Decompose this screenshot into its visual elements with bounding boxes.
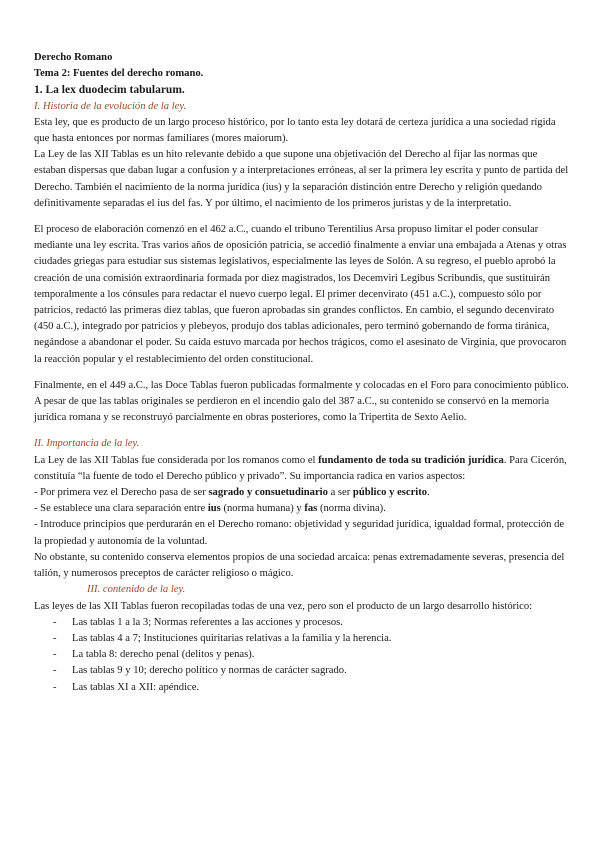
bold-text: fundamento de toda su tradición jurídica <box>318 454 504 466</box>
bold-text: sagrado y consuetudinario <box>208 487 328 499</box>
course-title: Derecho Romano <box>34 52 113 63</box>
list-line: - Introduce principios que perdurarán en el Derecho romano: objetividad y seguridad jurídica, igualdad formal, protección de la propiedad y autonomía de la voluntad. <box>34 519 565 547</box>
bold-text: público y escrito <box>352 487 428 499</box>
paragraph: Esta ley, que es producto de un largo proceso histórico, por lo tanto esta ley dotará de certeza jurídica a una sociedad rígida que hasta entonces por normas familiares (mores maiorum). <box>34 116 556 145</box>
list-item: - Las tablas 9 y 10; derecho político y normas de carácter sagrado. <box>34 663 570 679</box>
subsection-heading-importance: II. Importancia de la ley. <box>34 438 140 450</box>
paragraph: La Ley de las XII Tablas fue considerada por los romanos como el fundamento de toda su tradición jurídica. Para Cicerón, constituía “la fuente de todo el Derecho público y privado”. Su importancia radica en varios aspectos: <box>34 454 567 482</box>
paragraph: No obstante, su contenido conserva elementos propios de una sociedad arcaica: penas extremadamente severas, presencia del talión, y numerosos preceptos de carácter religioso o mágico. <box>34 551 565 580</box>
paragraph: Finalmente, en el 449 a.C., las Doce Tablas fueron publicadas formalmente y colocadas en el Foro para conocimiento público. A pesar de que las tablas originales se perdieron en el incendio galo del 387 a.C., su contenido se conservó en la memoria jurídica romana y se reconstruyó parcialmente en obras posteriores, como la Tripertita de Sexto Aelio. <box>34 379 569 424</box>
paragraph: La Ley de las XII Tablas es un hito relevante debido a que supone una objetivación del Derecho al fijar las normas que estaban dispersas que daban lugar a confusion y a interpretaciones erróneas, al ser la primera ley escrita y punto de partida del Derecho. También el nacimiento de la norma jurídica (ius) y la separación distinción entre Derecho y religión quedando definitivamente separadas el ius del fas. Y por último, el nacimiento de los primeros juristas y de la interpretatio. <box>34 149 569 209</box>
subsection-heading-history: I. Historia de la evolución de la ley. <box>34 100 187 112</box>
list-line: - Se establece una clara separación entre ius (norma humana) y fas (norma divina). <box>34 503 386 515</box>
bold-text: ius <box>207 503 221 515</box>
list-line: - Por primera vez el Derecho pasa de ser sagrado y consuetudinario a ser público y escrito. <box>34 487 430 499</box>
list-item: - La tabla 8: derecho penal (delitos y penas). <box>34 647 570 663</box>
list-item: - Las tablas 1 a la 3; Normas referentes a las acciones y procesos. <box>34 615 570 631</box>
paragraph: El proceso de elaboración comenzó en el 462 a.C., cuando el tribuno Terentilius Arsa propuso limitar el poder consular mediante una ley escrita. Tras varios años de oposición patricia, se accedió finalmente a enviar una embajada a Atenas y otras ciudades griegas para estudiar sus sistemas legislativos, especialmente las leyes de Solón. A su regreso, el pueblo aprobó la creación de una comisión extraordinaria formada por diez magistrados, los Decemviri Legibus Scribundis, que sustituirán temporalmente a los cónsules para redactar el nuevo cuerpo legal. El primer decenvirato (451 a.C.), compuesto sólo por patricios, redactó las primeras diez tablas, que fueron aprobadas sin grandes conflictos. En cambio, el segundo decenvirato (450 a.C.), integrado por patricios y plebeyos, produjo dos tablas adicionales, pero terminó gobernando de forma tiránica, negándose a abandonar el poder. Su caída estuvo marcada por hechos trágicos, como el asesinato de Virginia, que provocaron la reacción popular y el restablecimiento del orden constitucional. <box>34 224 567 365</box>
list-item: - Las tablas XI a XII: apéndice. <box>34 680 570 696</box>
topic-title: Tema 2: Fuentes del derecho romano. <box>34 68 204 80</box>
tables-list <box>34 615 570 696</box>
bold-text: fas <box>304 503 318 515</box>
paragraph: Las leyes de las XII Tablas fueron recopiladas todas de una vez, pero son el producto de un largo desarrollo histórico: <box>34 600 533 612</box>
subsection-heading-content: III. contenido de la ley. <box>87 584 186 596</box>
section-heading: 1. La lex duodecim tabularum. <box>34 84 185 97</box>
list-item: - Las tablas 4 a 7; Instituciones quiritarias relativas a la familia y la herencia. <box>34 631 570 647</box>
